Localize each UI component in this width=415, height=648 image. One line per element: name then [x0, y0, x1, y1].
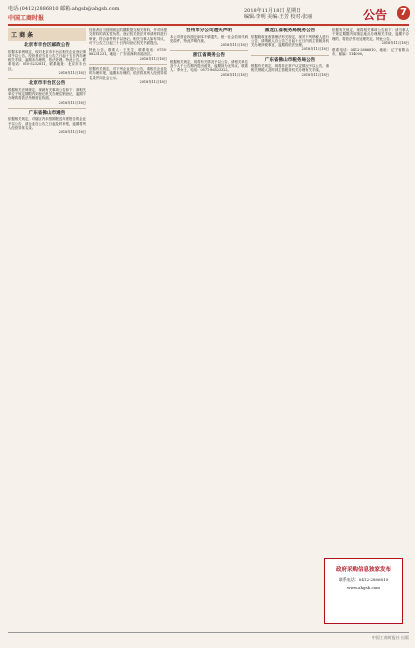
masthead-date — [244, 8, 312, 20]
article-body: 根据有关规定，现将非正常户认定情况予以公告，请相关纳税人及时到主管税务机关办理有关手续。 — [251, 64, 329, 73]
article — [8, 43, 86, 75]
article-headline: 黑龙江省税务局税务公告 — [264, 28, 316, 33]
article-body: 依据有关规定，对下列企业进行公告，请相关企业及时办理年报，逾期未办理的，依法将其列入经营异常名录并向社会公示。 — [89, 67, 167, 80]
article-headline: 北京市丰台区公告 — [28, 81, 66, 87]
article-headline: 广东省佛山市税务局公告 — [264, 57, 316, 63]
column-3 — [170, 28, 248, 628]
article — [332, 28, 409, 45]
article — [332, 48, 409, 57]
article — [8, 81, 86, 105]
article-grid — [8, 28, 409, 628]
divider — [170, 50, 248, 51]
article-body: 根据相关法律规定，现就有关事项公告如下：请相关单位于规定期限内到登记机关办理注销登记，逾期不办理的将依法吊销营业执照。 — [8, 87, 86, 101]
masthead-contact: 电话:(0412)2886810 邮箱:ahgsb@ahgsb.com — [8, 6, 120, 12]
article-date: 2018年11月18日 — [220, 43, 248, 48]
article — [89, 28, 167, 45]
article — [8, 111, 86, 135]
column-4 — [251, 28, 329, 628]
column-2 — [89, 28, 167, 628]
article-date: 2018年11月18日 — [301, 72, 329, 77]
article-body: 依据相关规定，对辖区内未按期报送年度报告的企业予以公告，请企业自公告之日起及时补报，逾期将列入经营异常名录。 — [8, 117, 86, 131]
article — [170, 28, 248, 47]
column-5 — [332, 28, 409, 628]
article-date: 2018年11月18日 — [139, 56, 167, 61]
article — [89, 67, 167, 84]
article — [170, 53, 248, 77]
ad-url: www.ahgsb.com — [347, 585, 380, 590]
article-headline: 台州市分公司遗失声明 — [186, 28, 232, 33]
section-title: 公告 — [363, 8, 388, 22]
article-date: 2018年11月18日 — [301, 47, 329, 52]
divider — [89, 64, 167, 65]
column-title: 工 商 条 — [8, 28, 86, 41]
article-body: 依据有关规定，现将相关事项公告如下：请当事人于规定期限内到指定地点办理相关手续，逾期不办理的，将依法作出处理决定。特此公告。 — [332, 28, 409, 41]
article-date: 2018年11月18日 — [58, 130, 86, 135]
article-headline: 广东省佛山市通告 — [28, 110, 66, 116]
article-body: 依据本条例规定，现对北京市丰台区相关企业登记事项予以公告。经营者应当自公告之日起十五日内办理相关手续，逾期未办理的，依法处理。特此公告。联系电话：010-5232811，联系地址：北京市丰台区。 — [8, 49, 86, 71]
article — [89, 48, 167, 61]
page-number-badge: 7 — [397, 6, 410, 20]
masthead-date-line1: 2018年11月18日 星期日 — [244, 8, 302, 14]
article-date: 2018年11月18日 — [139, 79, 167, 84]
page-footer: 中国工商时报社 出版 — [8, 632, 409, 643]
article-headline: 浙江省商务公告 — [192, 53, 226, 59]
masthead — [8, 6, 409, 26]
ad-title: 政府采购信息独家发布 — [335, 567, 391, 573]
article — [251, 28, 329, 52]
article-body: 联系电话：0412-2886810，地址：辽宁省鞍山市，邮编：114000。 — [332, 48, 409, 57]
ad-phone: 联系电话：0412-2886810 — [338, 577, 389, 582]
article-date: 2018年11月18日 — [58, 100, 86, 105]
column-1 — [8, 28, 86, 628]
article-body: 特此公告。联系人：王先生，联系电话：0755-88231231。地址：广东省深圳市福田区。 — [89, 48, 167, 57]
article-body: 依据税收征收管理法有关规定，现对下列纳税人进行公告，请纳税人自公告之日起十五日内到主管税务机关办理涉税事宜，逾期将依法处理。 — [251, 34, 329, 48]
article-date: 2018年11月18日 — [220, 72, 248, 77]
article — [251, 58, 329, 77]
divider — [251, 55, 329, 56]
article-date: 2018年11月18日 — [58, 70, 86, 75]
article-headline: 北京市丰台区邮政公告 — [24, 43, 70, 48]
article-date: 2018年11月18日 — [381, 40, 409, 45]
masthead-logo: 中国工商时报 — [8, 15, 45, 22]
article-body: 根据相关规定，现将有关情况予以公告，请相关单位及个人于公告期内提出意见，逾期视为无异议。联系人：李女士，电话：0571-86523322。 — [170, 59, 248, 73]
divider — [8, 78, 86, 79]
article-body: 本公司营业执照正副本不慎遗失，统一社会信用代码见原件，特此声明作废。 — [170, 34, 248, 43]
masthead-date-line2: 编辑:李明 美编:王芳 校对:张丽 — [244, 14, 313, 20]
article-body: 经营者应当按照规定的期限提交相关材料，并对所提交材料的真实性负责。登记机关依法对申请材料进行审查，符合条件的予以登记。相关当事人如有异议，可于公告之日起三十日内向登记机关书面提出。 — [89, 28, 167, 45]
advertisement-box — [324, 558, 403, 624]
divider — [8, 108, 86, 109]
